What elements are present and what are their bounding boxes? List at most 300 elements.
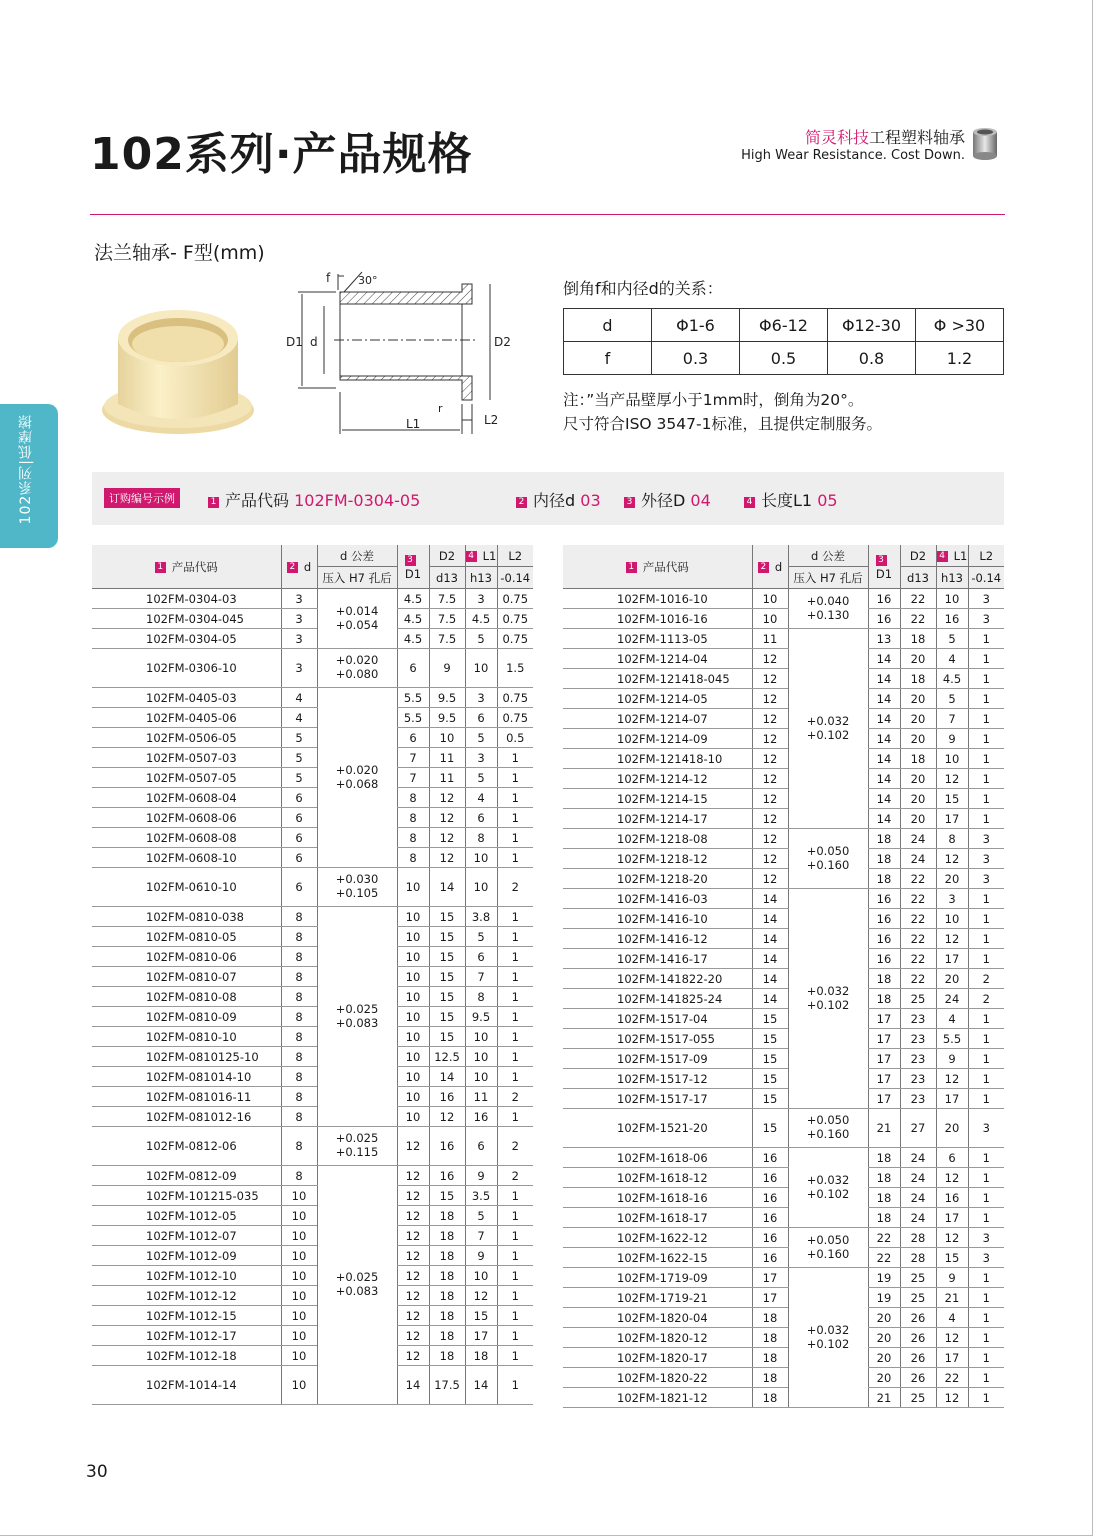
- cell-D2: 22: [900, 609, 936, 629]
- cell-L2: 1: [968, 749, 1004, 769]
- cell-d: 10: [281, 1266, 317, 1286]
- table-row: [563, 689, 1004, 709]
- table-row: [92, 1306, 533, 1326]
- cell-code: 102FM-0608-08: [92, 828, 281, 848]
- cell-d: 8: [281, 1027, 317, 1047]
- cell-D2: 23: [900, 1089, 936, 1109]
- order-item-label: 外径D: [641, 491, 686, 510]
- cell-D2: 20: [900, 729, 936, 749]
- table-row: [92, 788, 533, 808]
- header-label: d: [303, 559, 312, 574]
- cell-code: 102FM-1218-20: [563, 869, 752, 889]
- cell-L2: 0.75: [497, 688, 533, 708]
- cell-code: 102FM-1214-07: [563, 709, 752, 729]
- cell-tolerance: +0.032 +0.102: [788, 1148, 868, 1228]
- cell-d: 5: [281, 728, 317, 748]
- table-row: [92, 1047, 533, 1067]
- cell-D2: 28: [900, 1228, 936, 1248]
- chamfer-cell: 0.8: [828, 342, 916, 375]
- cell-D2: 23: [900, 1009, 936, 1029]
- cell-code: 102FM-1214-15: [563, 789, 752, 809]
- cell-L2: 1: [497, 748, 533, 768]
- cell-D1: 13: [868, 629, 900, 649]
- cell-d: 16: [752, 1148, 788, 1168]
- cell-L2: 0.75: [497, 609, 533, 629]
- table-row: [92, 1266, 533, 1286]
- cell-L2: 3: [968, 1228, 1004, 1248]
- cell-d: 15: [752, 1049, 788, 1069]
- col-subheader-D2: d13: [429, 567, 465, 589]
- cell-d: 4: [281, 708, 317, 728]
- cell-L2: 1: [497, 1047, 533, 1067]
- header-badge: 3: [876, 555, 887, 566]
- cell-L1: 17: [936, 1089, 968, 1109]
- cell-L2: 1: [497, 1186, 533, 1206]
- cell-L2: 1: [968, 1009, 1004, 1029]
- cell-L2: 1: [497, 907, 533, 927]
- cell-code: 102FM-121418-10: [563, 749, 752, 769]
- cell-L1: 4: [936, 1009, 968, 1029]
- cell-L2: 1: [968, 809, 1004, 829]
- chamfer-row-f: [564, 342, 1004, 375]
- table-row: [563, 969, 1004, 989]
- cell-D2: 15: [429, 967, 465, 987]
- table-row: [92, 728, 533, 748]
- cell-D1: 18: [868, 1188, 900, 1208]
- col-subheader-L2: -0.14: [968, 567, 1004, 589]
- cell-D2: 18: [429, 1266, 465, 1286]
- cell-L1: 16: [936, 609, 968, 629]
- cell-code: 102FM-0810125-10: [92, 1047, 281, 1067]
- cell-D2: 26: [900, 1368, 936, 1388]
- table-row: [563, 1308, 1004, 1328]
- cell-L2: 2: [497, 1166, 533, 1186]
- table-row: [92, 609, 533, 629]
- cell-code: 102FM-0306-10: [92, 649, 281, 688]
- table-row: [563, 1168, 1004, 1188]
- cell-L2: 1: [968, 1168, 1004, 1188]
- cell-code: 102FM-1012-07: [92, 1226, 281, 1246]
- table-row: [563, 669, 1004, 689]
- col-subheader-tol: 压入 H7 孔后: [788, 567, 868, 589]
- cell-D2: 24: [900, 1208, 936, 1228]
- cell-d: 12: [752, 849, 788, 869]
- cell-D2: 7.5: [429, 629, 465, 649]
- cell-L2: 1.5: [497, 649, 533, 688]
- cell-d: 14: [752, 909, 788, 929]
- chamfer-row-d: [564, 309, 1004, 342]
- cell-L2: 1: [497, 1226, 533, 1246]
- cell-d: 16: [752, 1208, 788, 1228]
- table-row: [92, 1027, 533, 1047]
- cell-D1: 10: [397, 907, 429, 927]
- cell-code: 102FM-0810-06: [92, 947, 281, 967]
- cell-D1: 14: [868, 749, 900, 769]
- cell-D1: 18: [868, 1208, 900, 1228]
- cell-code: 102FM-0304-05: [92, 629, 281, 649]
- cell-code: 102FM-1012-12: [92, 1286, 281, 1306]
- col-header-L1: [936, 545, 968, 567]
- cell-code: 102FM-1214-12: [563, 769, 752, 789]
- table-row: [92, 987, 533, 1007]
- cell-D2: 24: [900, 829, 936, 849]
- cell-tolerance: +0.025 +0.083: [317, 1166, 397, 1405]
- cell-d: 14: [752, 969, 788, 989]
- col-subheader-L1: h13: [936, 567, 968, 589]
- cell-D2: 22: [900, 909, 936, 929]
- col-subheader-tol: 压入 H7 孔后: [317, 567, 397, 589]
- drawing-label-D2: D2: [494, 335, 511, 349]
- table-row: [92, 967, 533, 987]
- cell-D1: 12: [397, 1266, 429, 1286]
- order-example-tag: 订购编号示例: [104, 488, 180, 508]
- cell-D2: 25: [900, 989, 936, 1009]
- cell-d: 5: [281, 768, 317, 788]
- cell-tolerance: +0.025 +0.083: [317, 907, 397, 1127]
- cell-D2: 20: [900, 769, 936, 789]
- cell-code: 102FM-081012-16: [92, 1107, 281, 1127]
- cell-d: 12: [752, 649, 788, 669]
- cell-L1: 10: [465, 1047, 497, 1067]
- cell-code: 102FM-1218-12: [563, 849, 752, 869]
- cell-d: 15: [752, 1109, 788, 1148]
- order-item-value: 102FM-0304-05: [294, 491, 421, 510]
- cell-D2: 16: [429, 1166, 465, 1186]
- cell-code: 102FM-0304-03: [92, 589, 281, 609]
- cell-D1: 19: [868, 1268, 900, 1288]
- cell-L1: 5: [465, 728, 497, 748]
- cell-D2: 7.5: [429, 609, 465, 629]
- cell-L1: 9: [465, 1166, 497, 1186]
- table-row: [92, 947, 533, 967]
- cell-D2: 25: [900, 1388, 936, 1408]
- cell-D1: 12: [397, 1127, 429, 1166]
- cell-D1: 14: [868, 709, 900, 729]
- cell-d: 16: [752, 1188, 788, 1208]
- cell-D2: 26: [900, 1308, 936, 1328]
- cell-L2: 1: [968, 789, 1004, 809]
- col-header-d: [752, 545, 788, 589]
- col-header-tol: d 公差: [788, 545, 868, 567]
- cell-L1: 10: [465, 1266, 497, 1286]
- cell-code: 102FM-121418-045: [563, 669, 752, 689]
- cell-L2: 2: [968, 989, 1004, 1009]
- cell-L1: 20: [936, 869, 968, 889]
- cell-code: 102FM-1016-10: [563, 589, 752, 609]
- cell-L1: 8: [465, 828, 497, 848]
- cell-d: 15: [752, 1029, 788, 1049]
- cell-d: 4: [281, 688, 317, 708]
- cell-D2: 26: [900, 1328, 936, 1348]
- cell-D1: 6: [397, 728, 429, 748]
- cell-d: 8: [281, 1067, 317, 1087]
- cell-d: 10: [281, 1186, 317, 1206]
- col-header-D1: [397, 545, 429, 589]
- cell-L2: 1: [497, 1306, 533, 1326]
- cell-D2: 12: [429, 1107, 465, 1127]
- cell-d: 14: [752, 929, 788, 949]
- cell-L1: 15: [936, 1248, 968, 1268]
- cell-code: 102FM-141825-24: [563, 989, 752, 1009]
- drawing-label-D1: D1: [286, 335, 303, 349]
- cell-L2: 0.75: [497, 629, 533, 649]
- cell-d: 10: [281, 1206, 317, 1226]
- cell-d: 15: [752, 1069, 788, 1089]
- table-row: [563, 1208, 1004, 1228]
- cell-L1: 12: [465, 1286, 497, 1306]
- cell-code: 102FM-0507-03: [92, 748, 281, 768]
- drawing-label-r: r: [438, 402, 443, 415]
- cell-L1: 12: [936, 1228, 968, 1248]
- col-header-D2: D2: [429, 545, 465, 567]
- cell-D1: 14: [868, 789, 900, 809]
- cell-L2: 2: [497, 868, 533, 907]
- header-label: L1: [482, 548, 497, 563]
- cell-L2: 3: [968, 1248, 1004, 1268]
- cell-L1: 6: [465, 947, 497, 967]
- cell-D2: 26: [900, 1348, 936, 1368]
- cell-code: 102FM-1416-17: [563, 949, 752, 969]
- cell-D2: 25: [900, 1268, 936, 1288]
- cell-L1: 12: [936, 929, 968, 949]
- cell-D1: 17: [868, 1009, 900, 1029]
- cell-L1: 12: [936, 1388, 968, 1408]
- cell-L2: 1: [497, 947, 533, 967]
- cell-d: 5: [281, 748, 317, 768]
- cell-L1: 12: [936, 1328, 968, 1348]
- table-row: [563, 1348, 1004, 1368]
- table-row: [563, 609, 1004, 629]
- table-row: [563, 649, 1004, 669]
- cell-L2: 1: [968, 769, 1004, 789]
- cell-D2: 24: [900, 1168, 936, 1188]
- cell-code: 102FM-081014-10: [92, 1067, 281, 1087]
- drawing-label-d: d: [310, 335, 318, 349]
- header-label: L1: [953, 548, 968, 563]
- cell-L2: 1: [968, 649, 1004, 669]
- chamfer-cell: f: [564, 342, 652, 375]
- cell-L2: 1: [968, 1368, 1004, 1388]
- cell-L1: 3: [936, 889, 968, 909]
- cell-D2: 18: [429, 1206, 465, 1226]
- cell-L1: 4: [936, 649, 968, 669]
- cell-D1: 21: [868, 1109, 900, 1148]
- cell-D1: 16: [868, 889, 900, 909]
- cell-d: 8: [281, 1007, 317, 1027]
- cell-D2: 23: [900, 1029, 936, 1049]
- cell-D2: 24: [900, 1148, 936, 1168]
- cell-L2: 3: [968, 589, 1004, 609]
- table-row: [92, 907, 533, 927]
- cell-d: 6: [281, 848, 317, 868]
- cell-L1: 17: [936, 809, 968, 829]
- cell-tolerance: +0.014 +0.054: [317, 589, 397, 649]
- cell-d: 17: [752, 1288, 788, 1308]
- table-row: [563, 1228, 1004, 1248]
- table-row: [92, 1246, 533, 1266]
- header-badge: 3: [405, 555, 416, 566]
- cell-d: 6: [281, 808, 317, 828]
- header-rule: [90, 214, 1005, 215]
- cell-L2: 2: [497, 1127, 533, 1166]
- drawing-label-L1: L1: [406, 417, 421, 431]
- cell-code: 102FM-0810-038: [92, 907, 281, 927]
- cell-L1: 20: [936, 1109, 968, 1148]
- cell-D1: 12: [397, 1246, 429, 1266]
- cell-code: 102FM-1521-20: [563, 1109, 752, 1148]
- cell-d: 8: [281, 967, 317, 987]
- cell-D1: 16: [868, 949, 900, 969]
- cell-D1: 8: [397, 828, 429, 848]
- cell-code: 102FM-1416-12: [563, 929, 752, 949]
- cell-d: 18: [752, 1328, 788, 1348]
- table-row: [92, 1226, 533, 1246]
- order-example-bar: [92, 472, 1004, 525]
- cell-L1: 17: [465, 1326, 497, 1346]
- table-row: [92, 589, 533, 609]
- cell-D1: 10: [397, 927, 429, 947]
- cell-D1: 14: [868, 729, 900, 749]
- cell-D1: 10: [397, 967, 429, 987]
- cell-L2: 1: [497, 768, 533, 788]
- cell-code: 102FM-1012-15: [92, 1306, 281, 1326]
- table-row: [92, 1087, 533, 1107]
- cell-D2: 10: [429, 728, 465, 748]
- cell-L2: 1: [968, 1089, 1004, 1109]
- table-row: [563, 1188, 1004, 1208]
- cell-D2: 20: [900, 689, 936, 709]
- cell-L1: 3.8: [465, 907, 497, 927]
- table-row: [563, 889, 1004, 909]
- cell-code: 102FM-1218-08: [563, 829, 752, 849]
- cell-D1: 12: [397, 1286, 429, 1306]
- chamfer-table: [563, 308, 1004, 375]
- cell-code: 102FM-1517-17: [563, 1089, 752, 1109]
- cell-L2: 1: [968, 1208, 1004, 1228]
- cell-L2: 1: [968, 709, 1004, 729]
- cell-L1: 5: [465, 629, 497, 649]
- cell-D1: 22: [868, 1248, 900, 1268]
- brand-slogan: High Wear Resistance. Cost Down.: [741, 148, 965, 163]
- drawing-label-angle: 30°: [358, 274, 378, 287]
- cell-d: 14: [752, 989, 788, 1009]
- chamfer-cell: Φ >30: [916, 309, 1004, 342]
- cell-d: 12: [752, 869, 788, 889]
- cell-code: 102FM-1012-18: [92, 1346, 281, 1366]
- cell-D1: 12: [397, 1346, 429, 1366]
- cell-tolerance: +0.032 +0.102: [788, 889, 868, 1109]
- cell-code: 102FM-1821-12: [563, 1388, 752, 1408]
- table-row: [92, 1186, 533, 1206]
- table-row: [92, 688, 533, 708]
- cell-code: 102FM-1618-06: [563, 1148, 752, 1168]
- cell-L1: 3: [465, 748, 497, 768]
- cell-D2: 23: [900, 1069, 936, 1089]
- cell-D2: 28: [900, 1248, 936, 1268]
- cell-D1: 4.5: [397, 609, 429, 629]
- cell-L2: 0.75: [497, 708, 533, 728]
- note-line: 注：”当产品壁厚小于1mm时，倒角为20°。: [563, 391, 864, 409]
- cell-L2: 2: [497, 1087, 533, 1107]
- cell-d: 3: [281, 609, 317, 629]
- cell-code: 102FM-1113-05: [563, 629, 752, 649]
- cell-L1: 9: [936, 729, 968, 749]
- notes-block: [563, 388, 882, 436]
- cell-D1: 18: [868, 829, 900, 849]
- table-row: [92, 748, 533, 768]
- cell-d: 8: [281, 1047, 317, 1067]
- table-row: [92, 1286, 533, 1306]
- cell-L1: 10: [936, 749, 968, 769]
- cell-L1: 15: [465, 1306, 497, 1326]
- cell-D2: 9.5: [429, 708, 465, 728]
- cell-d: 10: [281, 1366, 317, 1405]
- cell-L2: 1: [497, 1206, 533, 1226]
- col-header-L2: L2: [968, 545, 1004, 567]
- cell-code: 102FM-1012-05: [92, 1206, 281, 1226]
- cell-L1: 9: [936, 1049, 968, 1069]
- cell-D2: 20: [900, 789, 936, 809]
- header-badge: 4: [937, 551, 948, 562]
- cell-D1: 10: [397, 1027, 429, 1047]
- cell-L1: 4: [936, 1308, 968, 1328]
- spec-table-right: [563, 545, 1004, 1408]
- cell-D1: 8: [397, 788, 429, 808]
- cell-D1: 17: [868, 1029, 900, 1049]
- cell-code: 102FM-1517-09: [563, 1049, 752, 1069]
- cell-d: 12: [752, 829, 788, 849]
- cell-L1: 10: [465, 649, 497, 688]
- cell-tolerance: +0.050 +0.160: [788, 1228, 868, 1268]
- cell-d: 16: [752, 1228, 788, 1248]
- cell-code: 102FM-0608-10: [92, 848, 281, 868]
- table-row: [563, 1069, 1004, 1089]
- cell-D2: 22: [900, 949, 936, 969]
- note-line: 尺寸符合ISO 3547-1标准，且提供定制服务。: [563, 415, 882, 434]
- cell-d: 8: [281, 987, 317, 1007]
- cell-code: 102FM-0304-045: [92, 609, 281, 629]
- cell-L2: 0.75: [497, 589, 533, 609]
- cell-L2: 1: [968, 1388, 1004, 1408]
- cell-code: 102FM-0812-06: [92, 1127, 281, 1166]
- table-row: [92, 868, 533, 907]
- cell-D2: 22: [900, 869, 936, 889]
- cell-L1: 5.5: [936, 1029, 968, 1049]
- table-row: [563, 1109, 1004, 1148]
- cell-code: 102FM-1618-12: [563, 1168, 752, 1188]
- cell-D1: 14: [868, 689, 900, 709]
- page-title: 102系列·产品规格: [90, 129, 473, 180]
- table-row: [92, 1107, 533, 1127]
- cell-D2: 9.5: [429, 688, 465, 708]
- table-row: [92, 629, 533, 649]
- cell-D2: 12: [429, 788, 465, 808]
- cell-D2: 12: [429, 828, 465, 848]
- cell-D2: 22: [900, 929, 936, 949]
- table-row: [92, 927, 533, 947]
- cell-L1: 9: [465, 1246, 497, 1266]
- cell-d: 14: [752, 949, 788, 969]
- cell-D2: 7.5: [429, 589, 465, 609]
- cell-tolerance: +0.032 +0.102: [788, 629, 868, 829]
- cell-L1: 10: [936, 909, 968, 929]
- cell-d: 8: [281, 1087, 317, 1107]
- cell-L1: 24: [936, 989, 968, 1009]
- cell-D2: 20: [900, 709, 936, 729]
- cell-L1: 6: [465, 708, 497, 728]
- brand-name-black: 工程塑料轴承: [868, 128, 965, 147]
- cell-L1: 5: [465, 927, 497, 947]
